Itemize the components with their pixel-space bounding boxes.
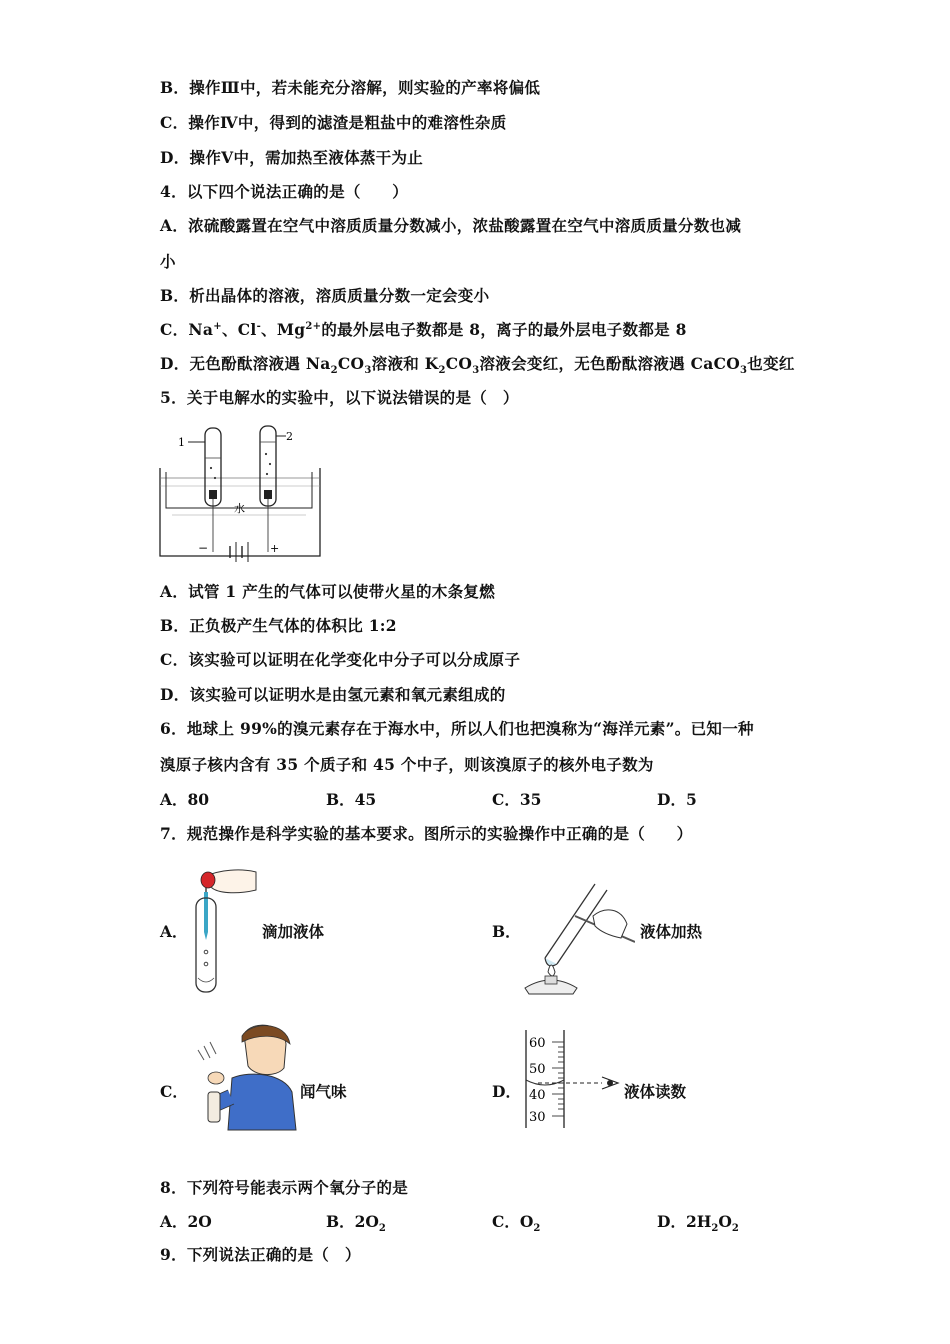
q7-stem: 7．规范操作是科学实验的基本要求。图所示的实验操作中正确的是（ ） — [160, 824, 693, 843]
negative-terminal-label: − — [198, 541, 209, 555]
smelling-gas-figure — [192, 1020, 298, 1132]
q4-option-c: C．Na+、Cl-、$Mg^{2+}$的最外层电子数都是 8，离子的最外层电子数都是 8 — [160, 320, 687, 339]
q7-option-c-letter: C． — [160, 1082, 188, 1101]
q8-option-c: C．$O_2$ — [492, 1212, 541, 1235]
q4-option-a-line2: 小 — [160, 252, 176, 271]
q4-option-b: B．析出晶体的溶液，溶质质量分数一定会变小 — [160, 286, 490, 305]
q9-stem: 9．下列说法正确的是（ ） — [160, 1245, 361, 1264]
tube-2-label: 2 — [286, 430, 293, 443]
q6-option-c: C．35 — [492, 790, 542, 809]
q4-stem: 4．以下四个说法正确的是（ ） — [160, 182, 409, 201]
q7-option-b-caption: 液体加热 — [640, 922, 703, 941]
q4-option-d: D．无色酚酞溶液遇 $Na_2CO_3$溶液和 $K_2CO_3$溶液会变红，无色酚酞溶液遇 CaCO$_3$也变红 — [160, 354, 795, 377]
q6-option-d: D．5 — [657, 790, 697, 809]
q6-stem-line1: 6．地球上 99%的溴元素存在于海水中，所以人们也把溴称为“海洋元素”。已知一种 — [160, 719, 754, 738]
q7-option-a-letter: A． — [160, 922, 188, 941]
tick-label-60: 60 — [529, 1036, 546, 1051]
dropper-figure — [190, 862, 260, 996]
tube-1-label: 1 — [178, 436, 185, 449]
q6-option-a: A．80 — [160, 790, 210, 809]
q8-option-b: B．$2O_2$ — [326, 1212, 386, 1235]
q7-option-a-caption: 滴加液体 — [262, 922, 325, 941]
q7-option-d-caption: 液体读数 — [624, 1082, 687, 1101]
q5-option-b: B．正负极产生气体的体积比 1:2 — [160, 616, 397, 635]
graduated-cylinder-figure — [520, 1028, 628, 1132]
tick-label-40: 40 — [529, 1088, 546, 1103]
q5-option-c: C．该实验可以证明在化学变化中分子可以分成原子 — [160, 650, 521, 669]
q5-option-d: D．该实验可以证明水是由氢元素和氧元素组成的 — [160, 685, 506, 704]
q7-option-d-letter: D． — [492, 1082, 521, 1101]
q6-stem-line2: 溴原子核内含有 35 个质子和 45 个中子，则该溴原子的核外电子数为 — [160, 755, 654, 774]
q3-option-c: C．操作Ⅳ中，得到的滤渣是粗盐中的难溶性杂质 — [160, 113, 507, 132]
q3-option-b: B．操作Ⅲ中，若未能充分溶解，则实验的产率将偏低 — [160, 78, 541, 97]
q8-stem: 8．下列符号能表示两个氧分子的是 — [160, 1178, 409, 1197]
q4-option-a-line1: A．浓硫酸露置在空气中溶质质量分数减小，浓盐酸露置在空气中溶质质量分数也减 — [160, 216, 742, 235]
tick-label-50: 50 — [529, 1062, 546, 1077]
heating-test-tube-figure — [515, 876, 635, 998]
q8-option-a: A．2O — [160, 1212, 212, 1231]
q5-stem: 5．关于电解水的实验中，以下说法错误的是（ ） — [160, 388, 519, 407]
q7-option-b-letter: B． — [492, 922, 521, 941]
q3-option-d: D．操作Ⅴ中，需加热至液体蒸干为止 — [160, 148, 424, 167]
electrolysis-apparatus-figure — [158, 420, 328, 562]
tick-label-30: 30 — [529, 1110, 546, 1125]
q7-option-c-caption: 闻气味 — [300, 1082, 347, 1101]
q6-option-b: B．45 — [326, 790, 377, 809]
q8-option-d: D．$2H_2O_2$ — [657, 1212, 739, 1235]
q5-option-a: A．试管 1 产生的气体可以使带火星的木条复燃 — [160, 582, 496, 601]
positive-terminal-label: + — [270, 542, 280, 555]
water-label: 水 — [234, 502, 245, 515]
